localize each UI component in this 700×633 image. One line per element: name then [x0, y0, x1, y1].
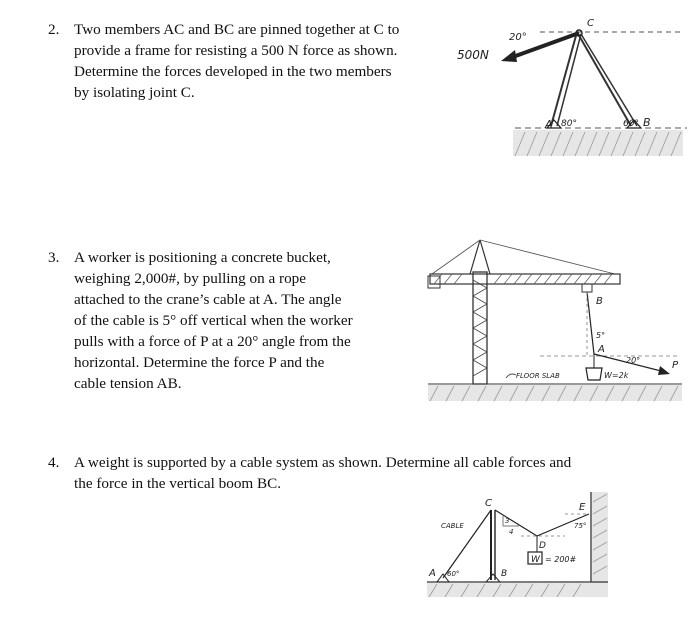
point-e-label: E: [579, 502, 586, 513]
angle-b-label: 60°: [623, 119, 639, 129]
problem-line: provide a frame for resisting a 500 N force as shown.: [74, 42, 398, 59]
problem-number: 4.: [48, 454, 60, 471]
figure-frame-joint-c: [455, 10, 690, 160]
point-a-label: A: [598, 344, 605, 355]
point-b-label: B: [596, 296, 603, 307]
point-a-label: A: [545, 118, 553, 131]
weight-value-label: = 200#: [545, 555, 577, 564]
problem-line: cable tension AB.: [74, 375, 182, 392]
problem-number: 3.: [48, 249, 60, 266]
point-b-label: B: [501, 569, 508, 579]
point-c-label: C: [485, 498, 492, 509]
angle-force-label: 20°: [509, 32, 527, 43]
problem-line: Determine the forces developed in the two members: [74, 63, 392, 80]
point-a-label: A: [429, 568, 436, 579]
point-c-label: C: [587, 18, 594, 29]
problem-line: weighing 2,000#, by pulling on a rope: [74, 270, 307, 287]
angle-a-label: 60°: [447, 570, 460, 578]
problem-line: attached to the crane’s cable at A. The angle: [74, 291, 342, 308]
force-label: 500N: [457, 48, 489, 62]
problem-text: [74, 247, 353, 394]
angle-a-label: 80°: [561, 119, 577, 129]
floor-slab-label: FLOOR SLAB: [516, 372, 560, 380]
problem-line: A worker is positioning a concrete bucket,: [74, 249, 331, 266]
problem-line: of the cable is 5° off vertical when the worker: [74, 312, 353, 329]
problem-line: the force in the vertical boom BC.: [74, 475, 282, 492]
weight-box-label: W: [531, 555, 540, 565]
force-p-label: P: [672, 360, 679, 371]
slope-rise-label: 3: [505, 517, 510, 525]
problem-line: pulls with a force of P at a 20° angle from the: [74, 333, 351, 350]
problem-text: [74, 19, 399, 103]
slope-run-label: 4: [509, 528, 514, 536]
problem-text: [74, 452, 571, 494]
figure-crane: [420, 232, 690, 407]
problem-number: 2.: [48, 21, 60, 38]
weight-label: W=2k: [604, 371, 629, 380]
problem-line: by isolating joint C.: [74, 84, 195, 101]
problem-line: horizontal. Determine the force P and the: [74, 354, 325, 371]
figure-cable-system: [425, 490, 615, 605]
point-b-label: B: [643, 116, 651, 129]
angle-e-label: 75°: [574, 522, 587, 530]
point-d-label: D: [539, 541, 546, 551]
angle-rope-label: 20°: [626, 356, 641, 365]
problem-line: A weight is supported by a cable system as shown. Determine all cable forces and: [74, 454, 572, 471]
problem-line: Two members AC and BC are pinned together at C to: [74, 21, 400, 38]
cable-label: CABLE: [441, 522, 464, 530]
angle-cable-label: 5°: [596, 331, 606, 340]
